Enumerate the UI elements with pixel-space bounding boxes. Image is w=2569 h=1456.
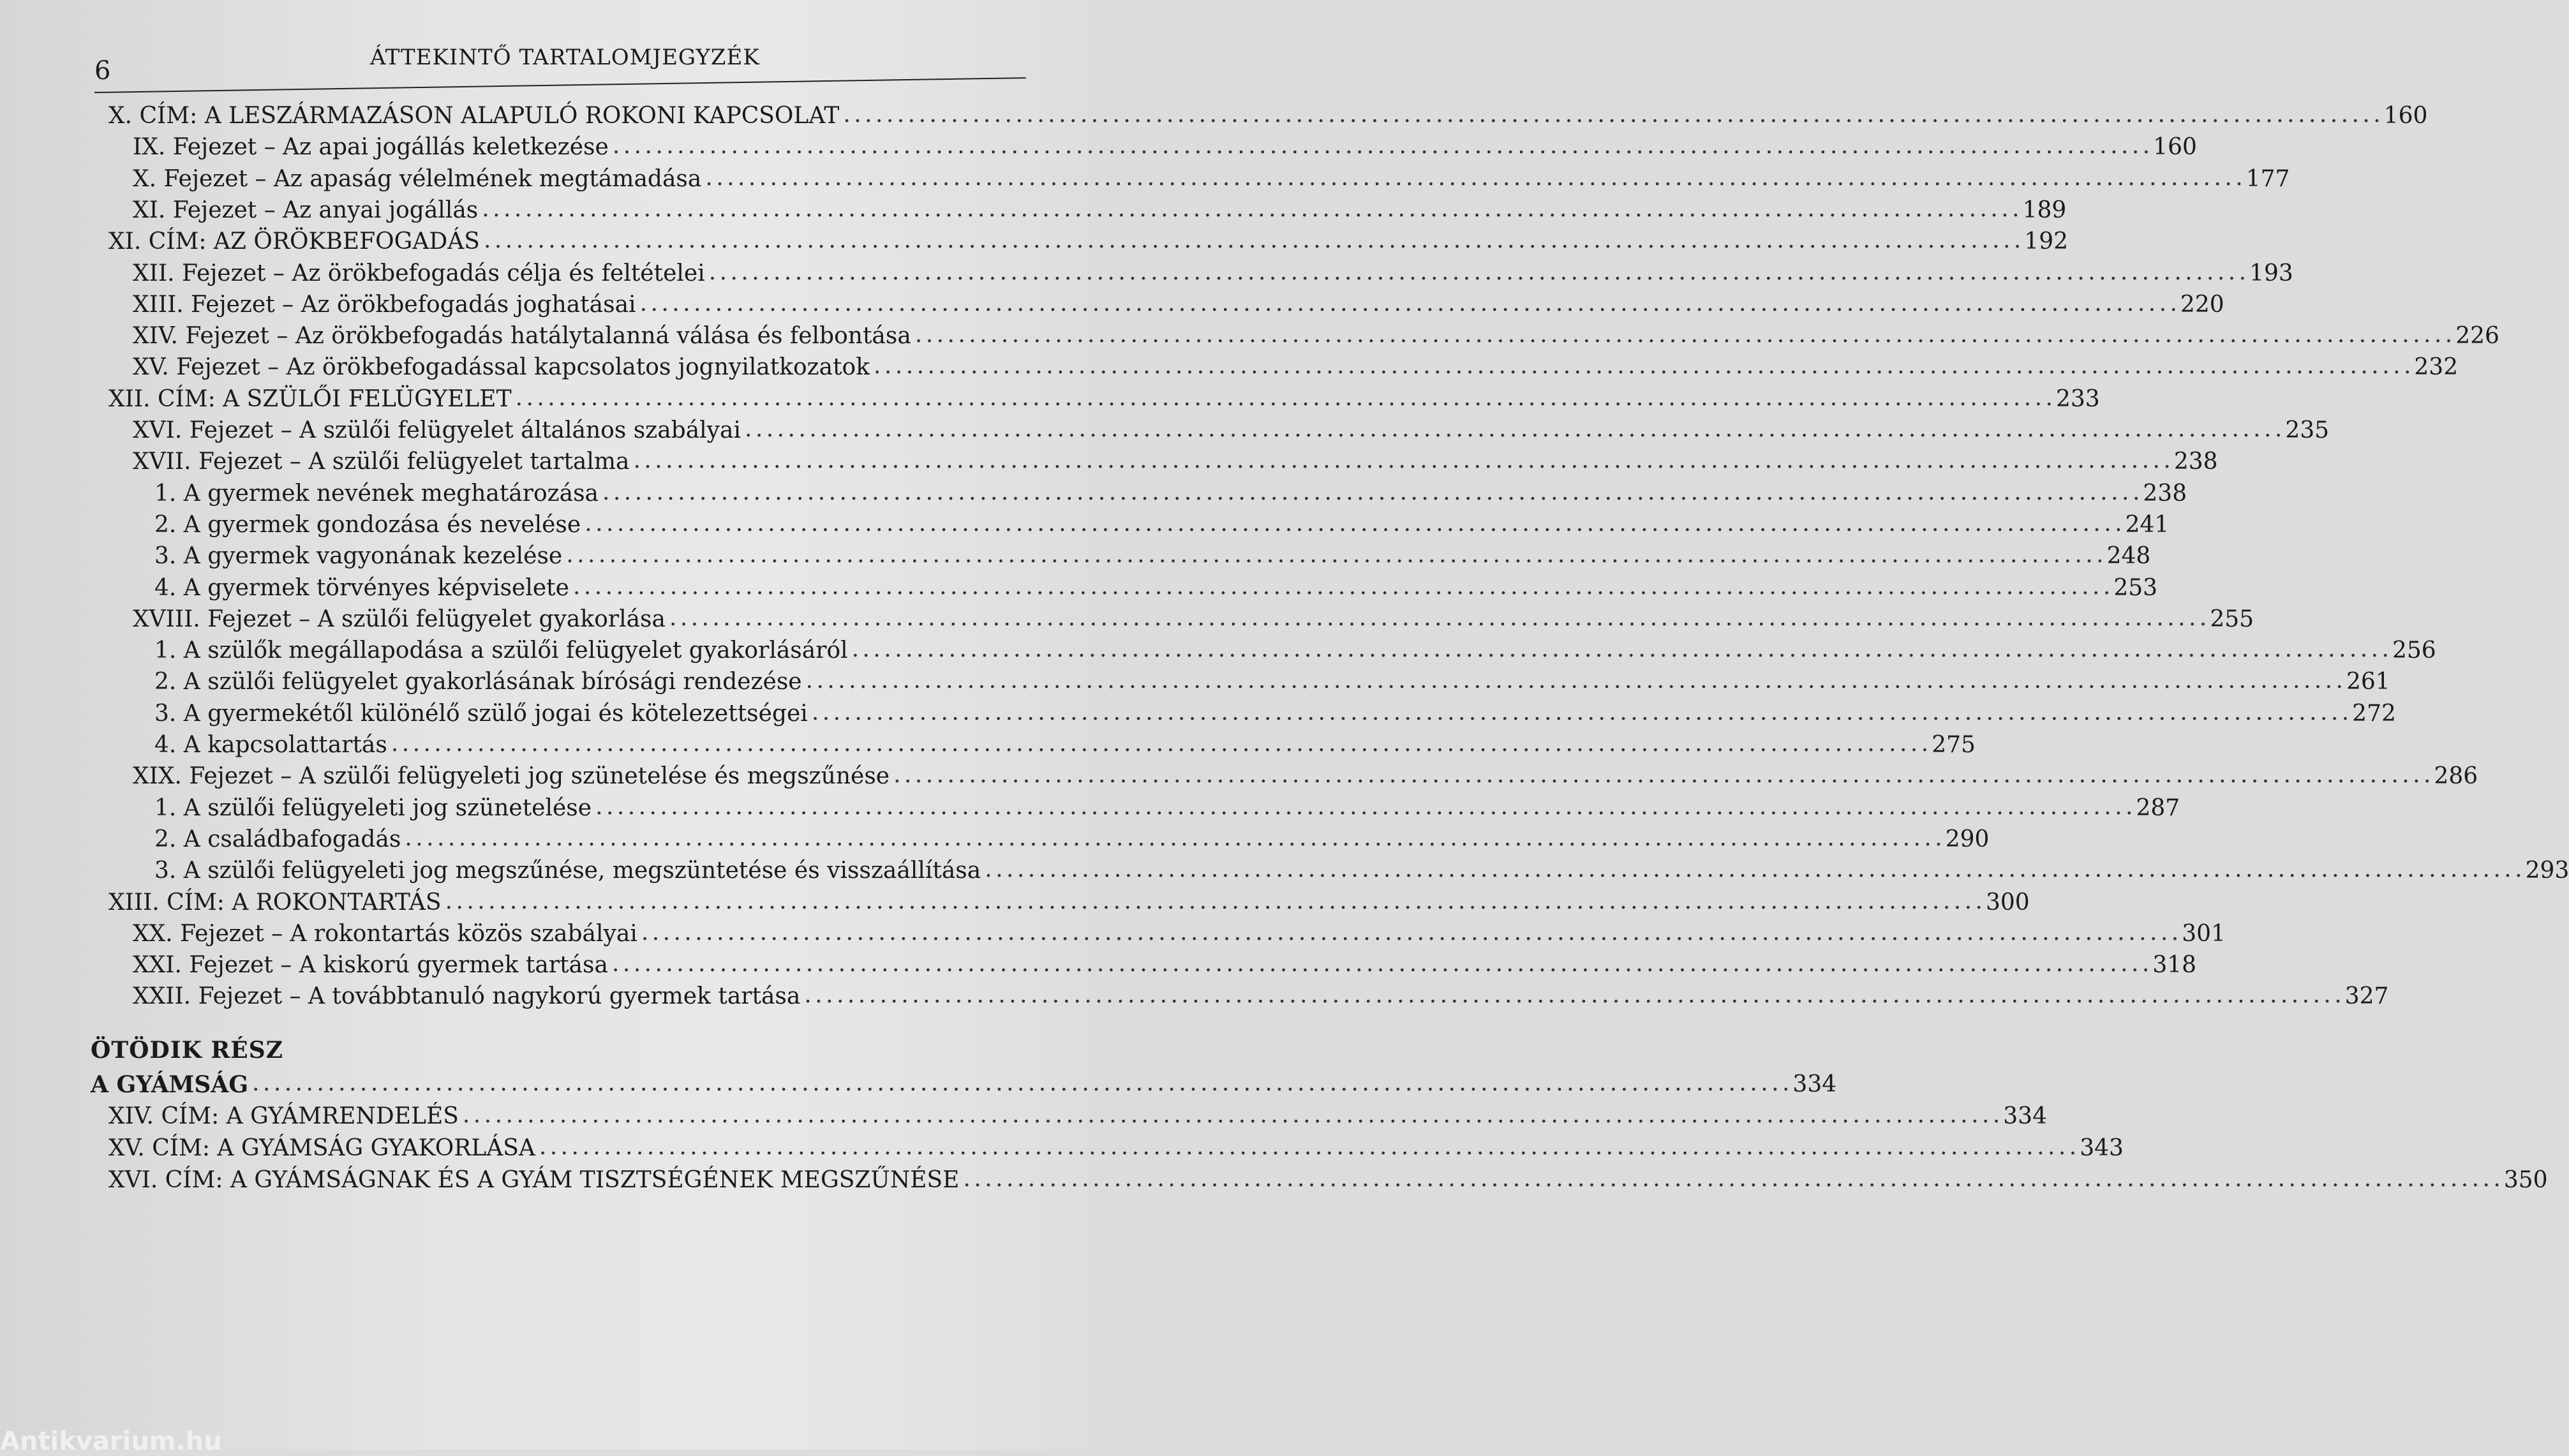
- toc-entry-label: XVI. Fejezet – A szülői felügyelet általános szabályai: [133, 417, 741, 443]
- toc-entry: [108, 819, 1990, 852]
- toc-entry-label: 1. A szülői felügyeleti jog szünetelése: [154, 794, 592, 821]
- toc-entry-label: 3. A gyermek vagyonának kezelése: [154, 543, 563, 570]
- leader-dots: [640, 292, 2175, 316]
- toc-entry: [108, 945, 2197, 979]
- toc-entry: [108, 1128, 2124, 1161]
- toc-entry-page: 160: [2383, 103, 2428, 129]
- leader-dots: [705, 167, 2240, 191]
- leader-dots: [516, 387, 2051, 411]
- toc-entry-label: XVIII. Fejezet – A szülői felügyelet gyakorlása: [133, 605, 666, 632]
- page-number: 6: [94, 56, 111, 85]
- toc-entry-label: XI. CÍM: AZ ÖRÖKBEFOGADÁS: [108, 228, 480, 255]
- toc-entry-label: IX. Fejezet – Az apai jogállás keletkezése: [133, 134, 609, 161]
- leader-dots: [585, 512, 2120, 537]
- toc-entry: [108, 662, 2390, 695]
- leader-dots: [804, 984, 2339, 1008]
- toc-entry-label: 2. A gyermek gondozása és nevelése: [154, 511, 581, 538]
- toc-entry-page: 241: [2125, 511, 2170, 538]
- toc-entry-label: 3. A gyermekétől különélő szülő jogai és kötelezettségei: [154, 700, 808, 727]
- leader-dots: [709, 261, 2244, 285]
- leader-dots: [566, 544, 2101, 568]
- toc-entry-label: XXII. Fejezet – A továbbtanuló nagykorú gyermek tartása: [133, 983, 801, 1010]
- toc-entry: [108, 96, 2428, 129]
- toc-entry-page: 248: [2106, 543, 2151, 570]
- toc-entry-page: 192: [2024, 228, 2069, 255]
- toc-entry-page: 255: [2210, 605, 2254, 632]
- toc-entry-label: XIII. CÍM: A ROKONTARTÁS: [108, 889, 442, 916]
- toc-entry: [108, 127, 2197, 161]
- leader-dots: [852, 638, 2387, 662]
- leader-dots: [405, 827, 1940, 851]
- toc-entry-page: 261: [2346, 669, 2390, 695]
- toc-entry-page: 220: [2180, 291, 2224, 318]
- leader-dots: [874, 355, 2409, 379]
- toc-entry-page: 256: [2392, 637, 2436, 664]
- leader-dots: [539, 1136, 2074, 1160]
- toc-entry-label: 4. A kapcsolattartás: [154, 732, 387, 758]
- toc-entry: [108, 976, 2389, 1010]
- toc-entry-page: 300: [1985, 889, 2030, 916]
- toc-entry-page: 193: [2249, 260, 2293, 286]
- leader-dots: [893, 764, 2429, 788]
- toc-entry: [91, 1064, 1837, 1098]
- leader-dots: [613, 135, 2148, 159]
- toc-entry-label: 1. A gyermek nevének meghatározása: [154, 480, 599, 507]
- watermark: Antikvarium.hu: [0, 1427, 222, 1456]
- leader-dots: [812, 701, 2347, 725]
- toc-entry-label: X. Fejezet – Az apaság vélelmének megtámadása: [133, 165, 702, 192]
- leader-dots: [806, 669, 2341, 694]
- leader-dots: [484, 229, 2019, 253]
- toc-entry-label: 4. A gyermek törvényes képviselete: [154, 574, 569, 601]
- toc-entry-label: XI. Fejezet – Az anyai jogállás: [133, 197, 479, 223]
- leader-dots: [745, 418, 2280, 442]
- toc-entry-page: 160: [2153, 134, 2197, 161]
- toc-entry-label: X. CÍM: A LESZÁRMAZÁSON ALAPULÓ ROKONI KAPCSOLAT: [108, 103, 840, 129]
- leader-dots: [641, 921, 2177, 946]
- toc-entry: [108, 630, 2436, 664]
- toc-entry-label: 3. A szülői felügyeleti jog megszűnése, megszüntetése és visszaállítása: [154, 858, 981, 884]
- toc-entry-label: 2. A szülői felügyelet gyakorlásának bírósági rendezése: [154, 669, 802, 695]
- leader-dots: [843, 103, 2378, 128]
- toc-entry-page: 226: [2455, 323, 2499, 350]
- toc-entry: [108, 694, 2396, 727]
- toc-entry-page: 238: [2173, 449, 2218, 475]
- toc-entry: [108, 851, 2569, 884]
- toc-entry-page: 293: [2525, 858, 2569, 884]
- toc-entry: [108, 788, 2180, 821]
- toc-entry-page: 301: [2182, 920, 2226, 947]
- toc-entry: [108, 599, 2254, 632]
- leader-dots: [612, 953, 2147, 977]
- toc-entry: [108, 882, 2030, 916]
- toc-entry: [108, 725, 1976, 758]
- toc-entry: [108, 410, 2330, 443]
- toc-entry-label: XIV. Fejezet – Az örökbefogadás hatálytalanná válása és felbontása: [133, 323, 911, 350]
- toc-entry: [108, 316, 2499, 350]
- toc-entry-page: 286: [2434, 763, 2478, 790]
- toc-entry: [108, 285, 2224, 318]
- toc-entry-page: 334: [2003, 1103, 2047, 1129]
- toc-entry-label: XII. CÍM: A SZÜLŐI FELÜGYELET: [108, 385, 512, 412]
- toc-entry-page: 189: [2022, 197, 2067, 223]
- toc-entry: [108, 505, 2170, 538]
- toc-entry-page: 275: [1932, 732, 1976, 758]
- toc-entry-page: 343: [2080, 1135, 2124, 1161]
- toc-entry-page: 238: [2143, 480, 2187, 507]
- leader-dots: [445, 890, 1981, 914]
- toc-entry-label: XX. Fejezet – A rokontartás közös szabályai: [133, 920, 637, 947]
- toc-entry-label: XIX. Fejezet – A szülői felügyeleti jog szünetelése és megszűnése: [133, 763, 890, 790]
- toc-entry-page: 253: [2113, 574, 2158, 601]
- leader-dots: [595, 796, 2131, 820]
- toc-entry: [108, 379, 2100, 412]
- toc-entry: [108, 756, 2478, 790]
- leader-dots: [915, 323, 2450, 348]
- toc-entry-page: 177: [2245, 165, 2290, 192]
- toc-entry-label: 1. A szülők megállapodása a szülői felügyelet gyakorlásáról: [154, 637, 848, 664]
- toc-entry: [108, 536, 2151, 570]
- leader-dots: [391, 732, 1926, 757]
- leader-dots: [963, 1168, 2498, 1192]
- leader-dots: [985, 858, 2520, 882]
- toc-entry-page: 334: [1792, 1071, 1837, 1097]
- toc-entry-page: 235: [2285, 417, 2330, 443]
- toc-entry-label: 2. A családbafogadás: [154, 826, 401, 852]
- leader-dots: [634, 449, 2169, 473]
- toc-entry-label: A GYÁMSÁG: [91, 1071, 249, 1098]
- leader-dots: [463, 1104, 1998, 1128]
- toc-entry-page: 318: [2152, 952, 2197, 979]
- page-header: [94, 26, 1026, 96]
- leader-dots: [669, 607, 2205, 631]
- running-title: ÁTTEKINTŐ TARTALOMJEGYZÉK: [370, 45, 760, 70]
- toc-entry-label: XIV. CÍM: A GYÁMRENDELÉS: [108, 1103, 459, 1129]
- toc-entry-label: XXI. Fejezet – A kiskorú gyermek tartása: [133, 952, 608, 979]
- toc-entry: [108, 221, 2069, 255]
- leader-dots: [602, 481, 2138, 505]
- toc-entry-page: 290: [1945, 826, 1990, 852]
- toc-entry: [108, 442, 2218, 475]
- leader-dots: [252, 1072, 1787, 1096]
- leader-dots: [573, 576, 2108, 600]
- header-rule: [94, 77, 1026, 93]
- toc-entry-label: XVII. Fejezet – A szülői felügyelet tartalma: [133, 449, 630, 475]
- toc-entry-label: XVI. CÍM: A GYÁMSÁGNAK ÉS A GYÁM TISZTSÉGÉNEK MEGSZŰNÉSE: [108, 1167, 960, 1193]
- toc-entry-label: XII. Fejezet – Az örökbefogadás célja és feltételei: [133, 260, 705, 286]
- part-title: ÖTÖDIK RÉSZ: [91, 1037, 284, 1064]
- toc-entry: [108, 347, 2459, 381]
- toc-entry: [108, 1096, 2047, 1129]
- toc-entry: [108, 253, 2293, 286]
- toc-entry-label: XV. CÍM: A GYÁMSÁG GYAKORLÁSA: [108, 1135, 535, 1161]
- toc-entry: [108, 568, 2158, 601]
- toc-entry-page: 272: [2352, 700, 2396, 727]
- toc-entry: [108, 473, 2187, 507]
- toc-entry-page: 233: [2055, 385, 2100, 412]
- toc-entry: [108, 190, 2067, 223]
- toc-entry-page: 232: [2414, 354, 2459, 381]
- toc-entry-label: XIII. Fejezet – Az örökbefogadás joghatásai: [133, 291, 636, 318]
- toc-entry: [108, 1160, 2548, 1193]
- toc-entry-page: 327: [2344, 983, 2389, 1010]
- toc-entry: [108, 159, 2290, 192]
- toc-entry-page: 287: [2136, 794, 2180, 821]
- leader-dots: [482, 198, 2017, 222]
- toc-entry-page: 350: [2503, 1167, 2548, 1193]
- toc-entry: [108, 914, 2226, 947]
- toc-entry-label: XV. Fejezet – Az örökbefogadással kapcsolatos jognyilatkozatok: [133, 354, 870, 381]
